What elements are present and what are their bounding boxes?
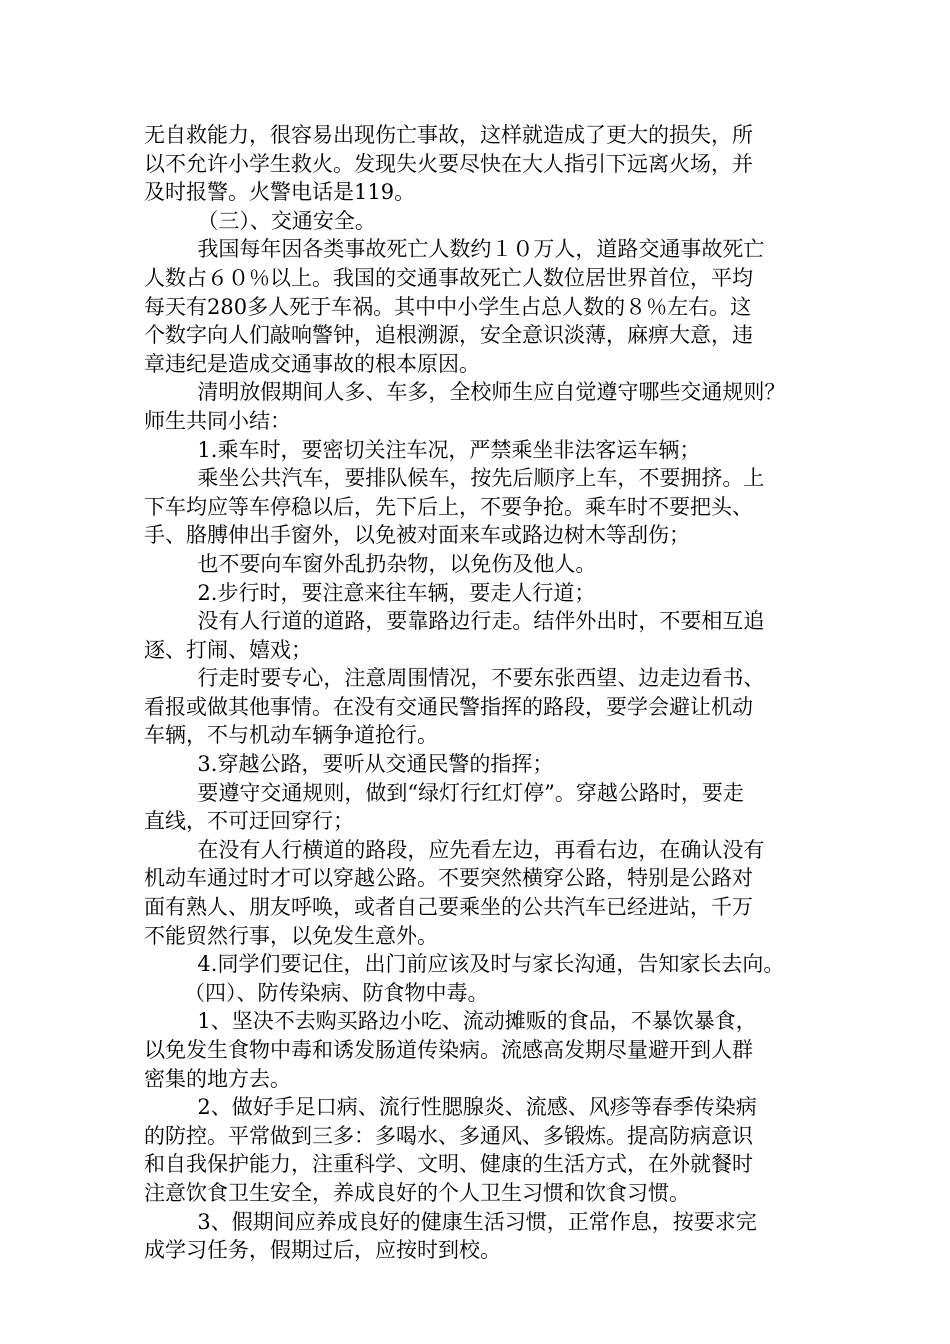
text-line: 不能贸然行事，以免发生意外。 [144, 923, 438, 948]
text-line: 我国每年因各类事故死亡人数约１０万人，道路交通事故死亡 [144, 237, 765, 262]
text-line: 1.乘车时，要密切关注车况，严禁乘坐非法客运车辆； [144, 437, 701, 462]
text-line: 人数占６０％以上。我国的交通事故死亡人数位居世界首位，平均 [144, 265, 753, 290]
text-line: 2.步行时，要注意来往车辆，要走人行道； [144, 580, 596, 605]
text-line: 也不要向车窗外乱扔杂物，以免伤及他人。 [144, 551, 597, 576]
text-line: 每天有280多人死于车祸。其中中小学生占总人数的８％左右。这 [144, 294, 752, 319]
text-line: 的防控。平常做到三多：多喝水、多通风、多锻炼。提高防病意识 [144, 1123, 753, 1148]
text-line: 直线，不可迂回穿行； [144, 809, 354, 834]
text-line: 成学习任务，假期过后，应按时到校。 [144, 1238, 501, 1263]
text-line: 无自救能力，很容易出现伤亡事故，这样就造成了更大的损失，所 [144, 123, 753, 147]
text-line: 1、坚决不去购买路边小吃、流动摊贩的食品，不暴饮暴食， [144, 1009, 757, 1034]
text-line: 车辆，不与机动车辆争道抢行。 [144, 723, 438, 748]
text-line: 看报或做其他事情。在没有交通民警指挥的路段，要学会避让机动 [144, 694, 753, 719]
text-line: 以不允许小学生救火。发现失火要尽快在大人指引下远离火场，并 [144, 151, 753, 176]
text-line: （三）、交通安全。 [144, 208, 376, 233]
text-line: 4.同学们要记住，出门前应该及时与家长沟通，告知家长去向。 [144, 952, 785, 977]
text-line: 3.穿越公路，要听从交通民警的指挥； [144, 752, 554, 777]
text-line: 师生共同小结： [144, 408, 291, 433]
text-line: 机动车通过时才可以穿越公路。不要突然横穿公路，特别是公路对 [144, 866, 753, 891]
text-line: 下车均应等车停稳以后，先下后上，不要争抢。乘车时不要把头、 [144, 494, 753, 519]
text-line: （四）、防传染病、防食物中毒。 [144, 980, 489, 1005]
text-line: 手、胳膊伸出手窗外，以免被对面来车或路边树木等刮伤； [144, 523, 690, 548]
body-text [144, 121, 834, 1265]
text-line: 及时报警。火警电话是119。 [144, 180, 416, 205]
text-line: 以免发生食物中毒和诱发肠道传染病。流感高发期尽量避开到人群 [144, 1038, 753, 1062]
text-line: 行走时要专心，注意周围情况，不要东张西望、边走边看书、 [144, 666, 765, 691]
text-line: 清明放假期间人多、车多，全校师生应自觉遵守哪些交通规则？ [144, 380, 786, 405]
text-line: 要遵守交通规则，做到“绿灯行红灯停”。穿越公路时，要走 [144, 780, 744, 805]
text-line: 逐、打闹、嬉戏； [144, 637, 312, 662]
text-line: 章违纪是造成交通事故的根本原因。 [144, 351, 480, 376]
text-line: 乘坐公共汽车，要排队候车，按先后顺序上车，不要拥挤。上 [144, 466, 765, 491]
text-line: 密集的地方去。 [144, 1066, 291, 1091]
text-line: 在没有人行横道的路段，应先看左边，再看右边，在确认没有 [144, 837, 765, 862]
text-line: 3、假期间应养成良好的健康生活习惯，正常作息，按要求完 [144, 1209, 757, 1234]
text-line: 和自我保护能力，注重科学、文明、健康的生活方式，在外就餐时 [144, 1152, 753, 1177]
text-line: 个数字向人们敲响警钟，追根溯源，安全意识淡薄，麻痹大意，违 [144, 323, 753, 348]
text-line: 2、做好手足口病、流行性腮腺炎、流感、风疹等春季传染病 [144, 1095, 757, 1120]
text-line: 面有熟人、朋友呼唤，或者自己要乘坐的公共汽车已经进站，千万 [144, 895, 753, 920]
text-line: 没有人行道的道路，要靠路边行走。结伴外出时，不要相互追 [144, 609, 765, 634]
text-line: 注意饮食卫生安全，养成良好的个人卫生习惯和饮食习惯。 [144, 1180, 690, 1205]
